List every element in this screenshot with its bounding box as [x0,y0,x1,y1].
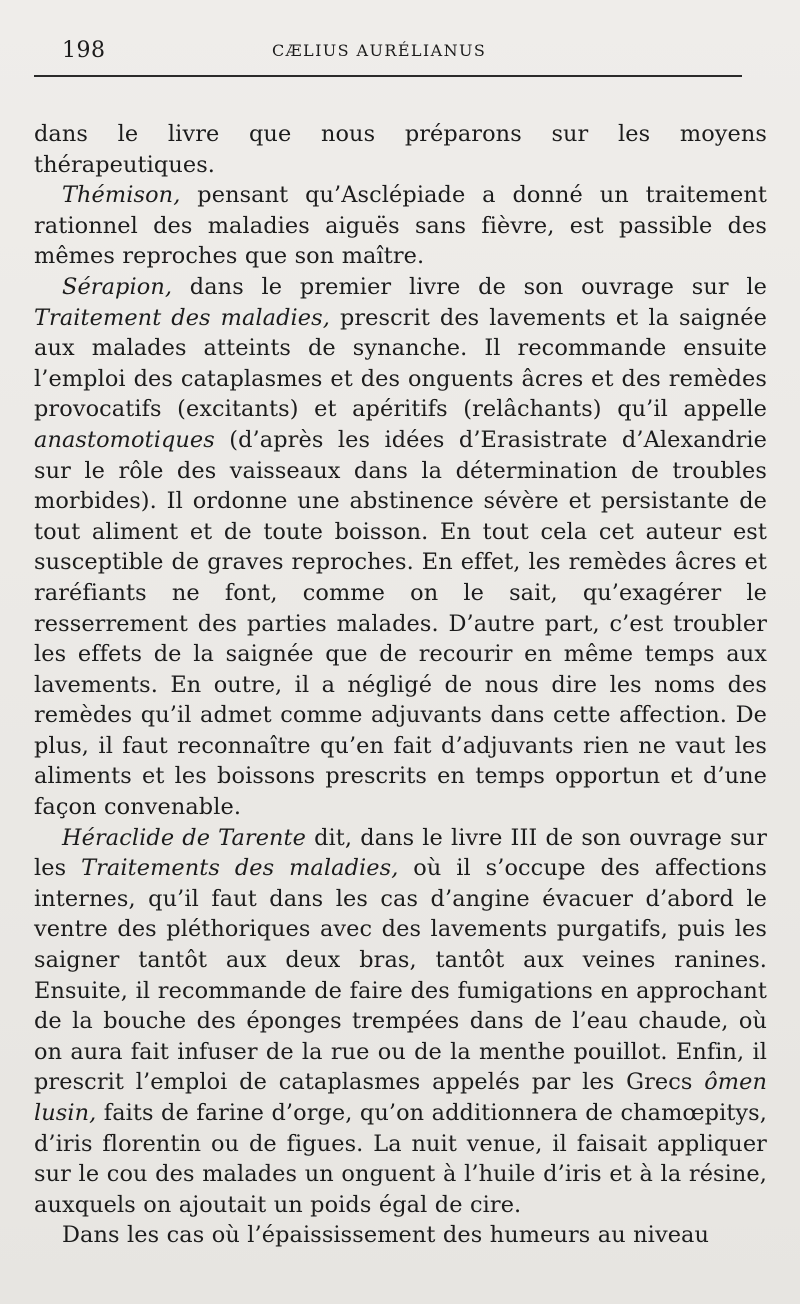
paragraph-3 [34,272,767,823]
term: ômen lusin, [34,1069,767,1126]
author-name: Sérapion, [62,273,173,300]
paragraph-4-text-1: dit, dans le livre III de son ouvrage sur les [34,824,767,882]
header-rule [34,75,742,77]
paragraph-3-text-2: prescrit des lavements et la saignée aux malades atteints de synanche. Il recommande ensuite l’emploi des cataplasmes et des onguents âcres et des remèdes provocatifs (excitants) et apéritifs (relâchants) qu’il appelle [34,304,767,423]
author-name: Thémison, [62,182,181,209]
page-header [62,38,742,70]
author-name: Héraclide de Tarente [62,824,307,851]
body-text [34,119,767,1251]
paragraph-4-text-2: où il s’occupe des affections internes, qu’il faut dans les cas d’angine évacuer d’abord le ventre des pléthoriques avec des lavements purgatifs, puis les saigner tantôt aux deux bras, tantôt aux veines ranines. Ensuite, il recommande de faire des fumigations en approchant de la bouche des éponges trempées dans de l’eau chaude, où on aura fait infuser de la rue ou de la menthe pouillot. Enfin, il prescrit l’emploi de cataplasmes appelés par les Grecs [34,855,767,1096]
running-title: CÆLIUS AURÉLIANUS [272,41,487,60]
term: anastomotiques [34,426,215,453]
page-number: 198 [62,38,106,63]
paragraph-3-text-1: dans le premier livre de son ouvrage sur le [172,273,767,300]
paragraph-5: Dans les cas où l’épaississement des humeurs au niveau [62,1222,710,1249]
paragraph-2-text: pensant qu’Asclépiade a donné un traitement rationnel des maladies aiguës sans fièvre, est passible des mêmes reproches que son maître. [34,182,767,270]
paragraph-4 [34,823,767,1221]
work-title: Traitements des maladies, [81,855,399,882]
paragraph-1: dans le livre que nous préparons sur les moyens thérapeutiques. [34,121,767,178]
paragraph-4-text-3: faits de farine d’orge, qu’on additionnera de chamœpitys, d’iris florentin ou de figues. La nuit venue, il faisait appliquer sur le cou des malades un onguent à l’huile d’iris et à la résine, auxquels on ajoutait un poids égal de cire. [34,1100,767,1218]
paragraph-3-text-3: (d’après les idées d’Erasistrate d’Alexandrie sur le rôle des vaisseaux dans la détermination de troubles morbides). Il ordonne une abstinence sévère et persistante de tout aliment et de toute boisson. En tout cela cet auteur est susceptible de graves reproches. En effet, les remèdes âcres et raréfiants ne font, comme on le sait, qu’exagérer le resserrement des parties malades. D’autre part, c’est troubler les effets de la saignée que de recourir en même temps aux lavements. En outre, il a négligé de nous dire les noms des remèdes qu’il admet comme adjuvants dans cette affection. De plus, il faut reconnaître qu’en fait d’adjuvants rien ne vaut les aliments et les boissons prescrits en temps opportun et d’une façon convenable. [34,426,767,821]
work-title: Traitement des maladies, [34,304,330,331]
paragraph-2 [34,180,767,272]
